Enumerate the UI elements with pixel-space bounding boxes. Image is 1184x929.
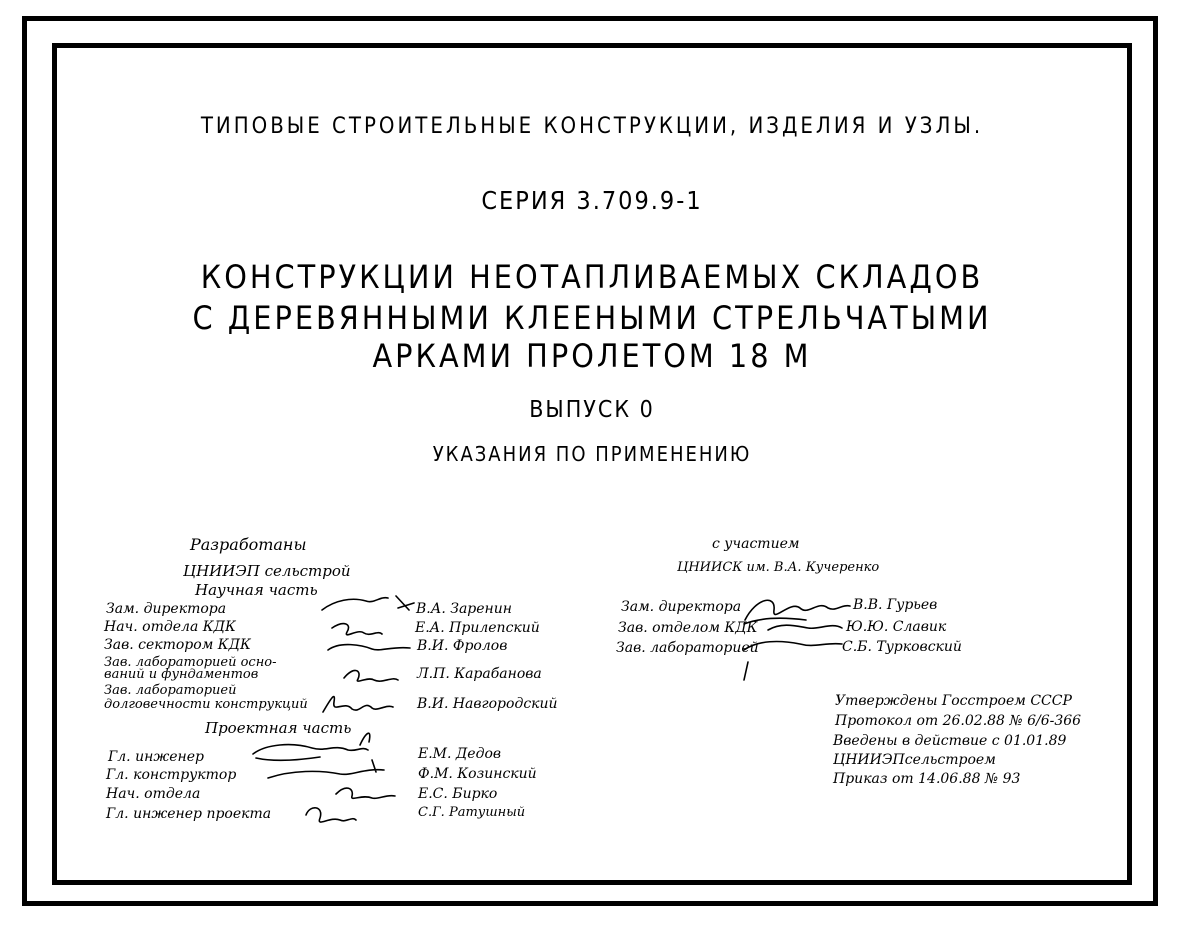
signature [253, 745, 368, 761]
signature [360, 733, 370, 745]
issue-number: ВЫПУСК 0 [529, 397, 655, 423]
project-name: Е.М. Дедов [418, 746, 502, 762]
science-name: В.А. Заренин [416, 601, 513, 617]
title-line-3: АРКАМИ ПРОЛЕТОМ 18 М [372, 337, 812, 375]
project-position: Гл. конструктор [106, 767, 237, 783]
signature [768, 625, 842, 630]
participation-position: Зам. директора [621, 599, 742, 615]
participation-heading: с участием [712, 536, 800, 552]
project-name: С.Г. Ратушный [418, 805, 526, 820]
project-position: Гл. инженер проекта [106, 806, 272, 822]
science-position: Зам. директора [106, 601, 227, 617]
title-line-1: КОНСТРУКЦИИ НЕОТАПЛИВАЕМЫХ СКЛАДОВ [200, 258, 984, 296]
developer-org: ЦНИИЭП сельстрой [183, 562, 351, 580]
participation-name: С.Б. Турковский [842, 639, 962, 655]
signature [306, 808, 356, 822]
science-position: Нач. отдела КДК [104, 619, 236, 635]
participation-name: Ю.Ю. Славик [846, 619, 947, 635]
approval-line-1: Утверждены Госстроем СССР [835, 693, 1072, 709]
science-name: В.И. Навгородский [417, 696, 558, 712]
project-position: Гл. инженер [108, 749, 204, 765]
participation-position: Зав. отделом КДК [618, 620, 758, 636]
project-name: Е.С. Бирко [418, 786, 498, 802]
signature [322, 596, 414, 610]
approval-line-3: Введены в действие с 01.01.89 [833, 733, 1067, 749]
series-number: СЕРИЯ 3.709.9-1 [481, 186, 703, 215]
title-line-2: С ДЕРЕВЯННЫМИ КЛЕЕНЫМИ СТРЕЛЬЧАТЫМИ [192, 299, 992, 337]
approval-line-4: ЦНИИЭПсельстроем [833, 752, 996, 768]
participation-name: В.В. Гурьев [853, 597, 938, 613]
signature [268, 760, 384, 778]
project-section-heading: Проектная часть [205, 719, 352, 737]
developed-heading: Разработаны [190, 535, 307, 554]
signature [344, 671, 398, 682]
signature [744, 642, 842, 680]
approval-line-2: Протокол от 26.02.88 № 6/6-366 [835, 713, 1082, 729]
signature [332, 624, 382, 635]
science-name: Е.А. Прилепский [415, 620, 540, 636]
science-position: Зав. лабораторией [104, 683, 237, 698]
science-position-cont: долговечности конструкций [104, 697, 308, 712]
science-position-cont: ваний и фундаментов [104, 667, 259, 682]
approval-line-5: Приказ от 14.06.88 № 93 [833, 771, 1021, 787]
project-name: Ф.М. Козинский [418, 766, 537, 782]
series-title: ТИПОВЫЕ СТРОИТЕЛЬНЫЕ КОНСТРУКЦИИ, ИЗДЕЛИЯ И УЗЛЫ. [200, 114, 984, 139]
science-position: Зав. сектором КДК [104, 637, 251, 653]
science-section-heading: Научная часть [195, 581, 318, 599]
science-position: Зав. лабораторией осно- [104, 655, 277, 670]
project-position: Нач. отдела [106, 786, 201, 802]
participation-org: ЦНИИСК им. В.А. Кучеренко [677, 560, 880, 575]
document-subtitle: УКАЗАНИЯ ПО ПРИМЕНЕНИЮ [432, 442, 752, 466]
signature [336, 788, 395, 798]
signature [323, 697, 393, 712]
science-name: Л.П. Карабанова [417, 666, 542, 682]
signature [328, 645, 410, 650]
science-name: В.И. Фролов [417, 638, 508, 654]
participation-position: Зав. лабораторией [616, 640, 759, 656]
signature [744, 600, 850, 624]
